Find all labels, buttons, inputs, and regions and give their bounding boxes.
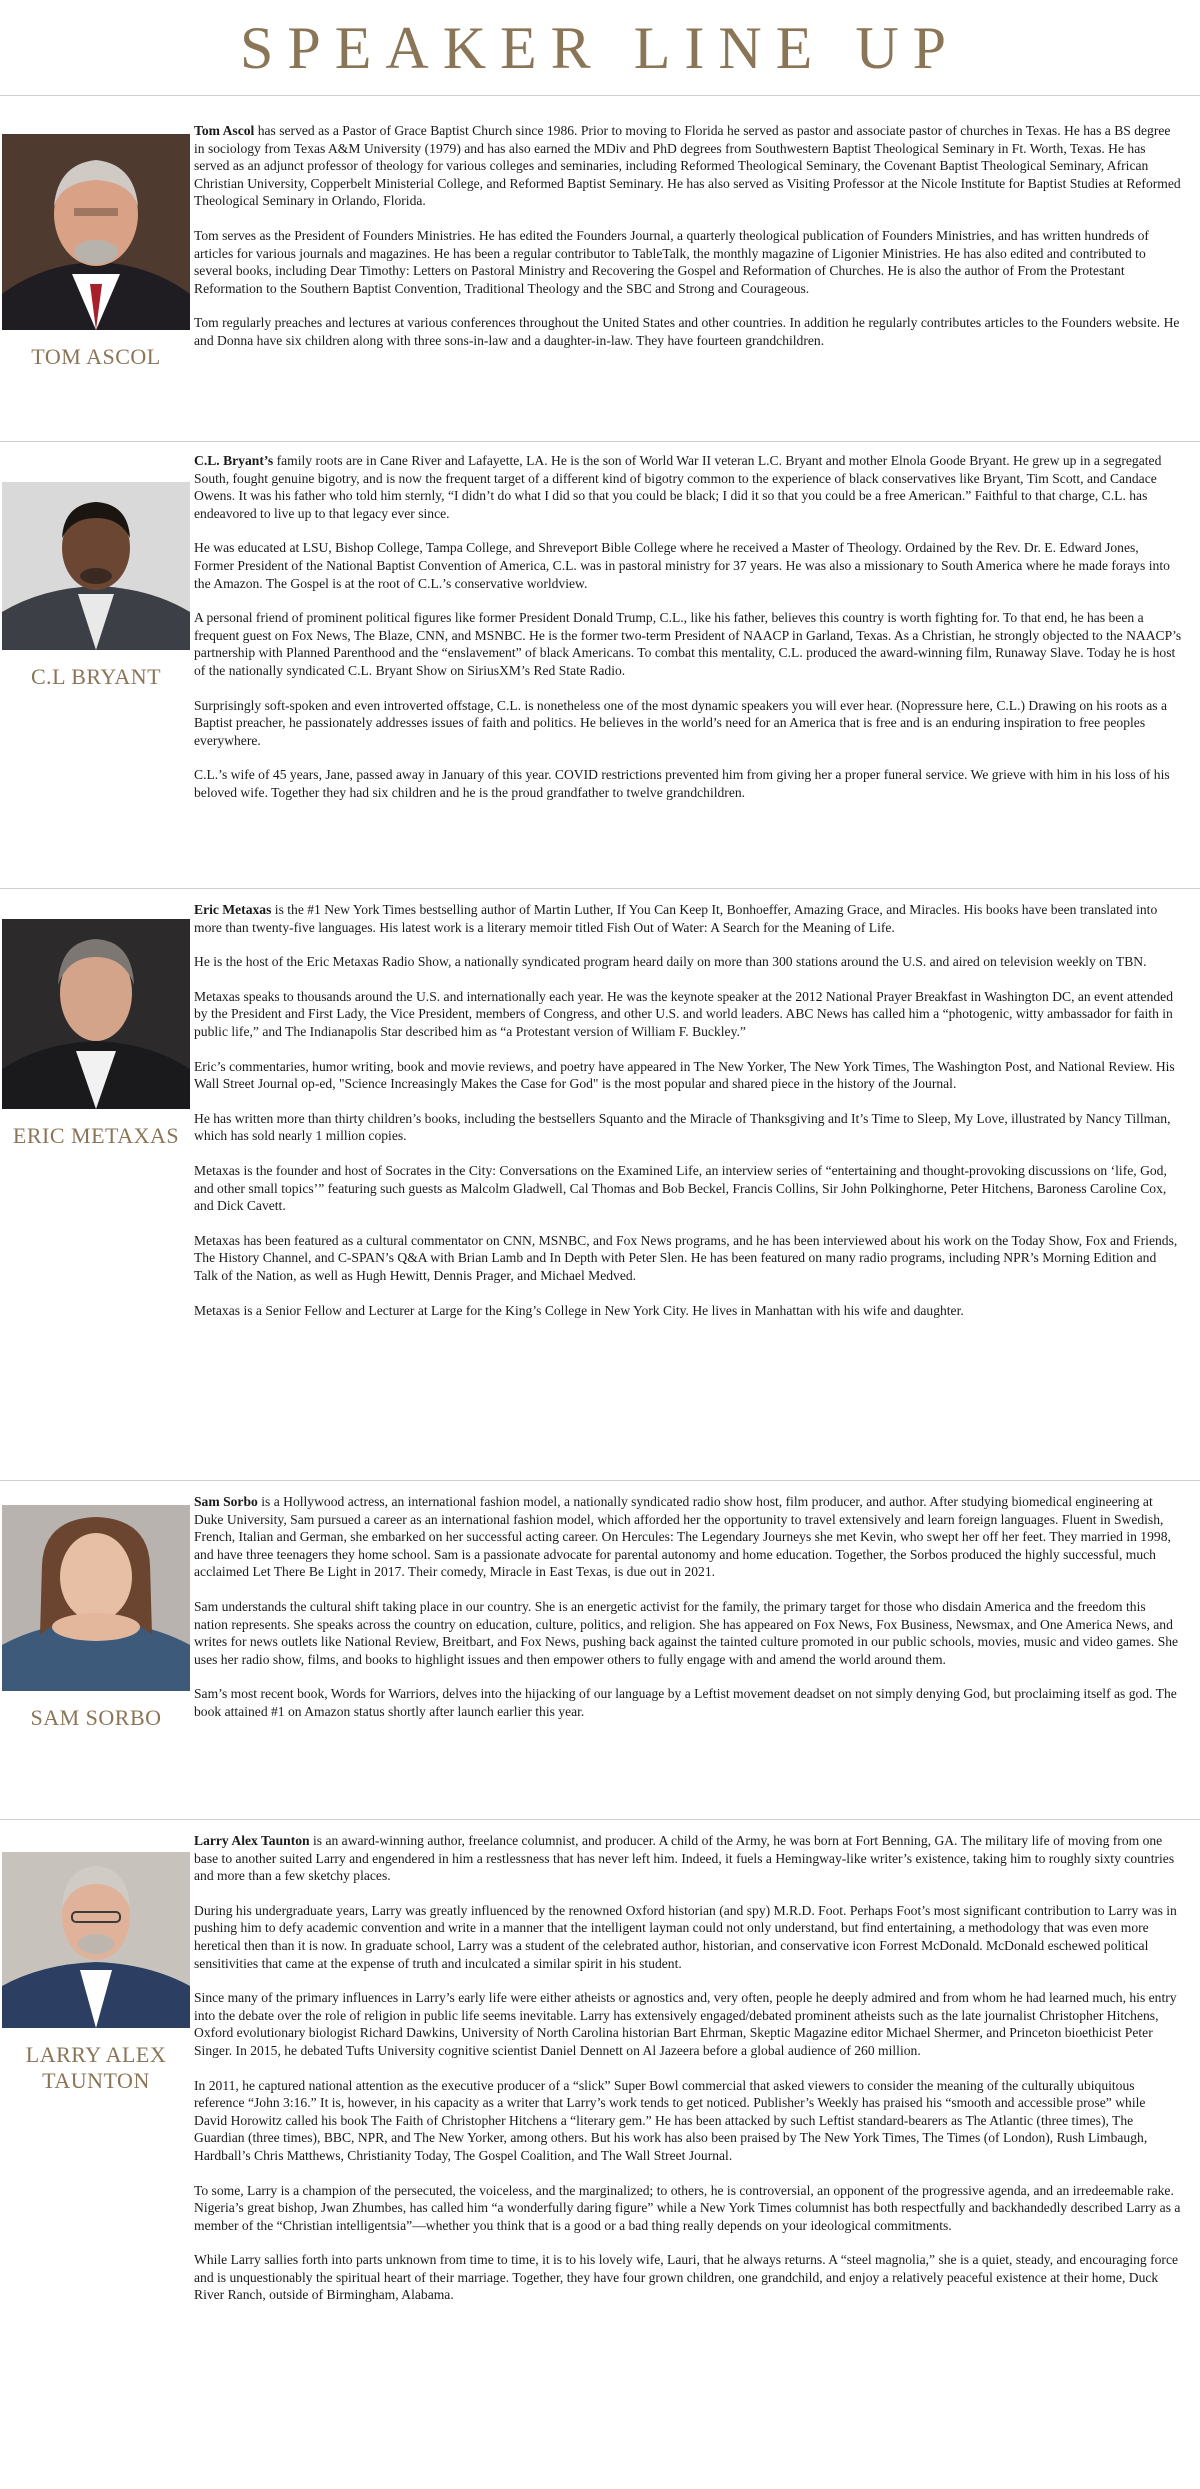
page-header <box>0 0 1200 96</box>
page-title: SPEAKER LINE UP <box>239 14 961 81</box>
portrait-sam-sorbo-icon <box>2 1505 190 1691</box>
bio-paragraph: Tom Ascol has served as a Pastor of Grace Baptist Church since 1986. Prior to moving to Florida he served as pastor and associate pastor of churches in Texas. He has a BS degree in sociology from Texas A&M University (1979) and has also earned the MDiv and PhD degrees from Southwestern Baptist Theological Seminary in Ft. Worth, Texas. He has served as an adjunct professor of theology for various colleges and seminaries, including Reformed Theological Seminary, the Covenant Baptist Theological Seminary, African Christian University, Copperbelt Ministerial College, and Reformed Baptist Seminary. He has also served as Visiting Professor at the Nicole Institute for Baptist Studies at Reformed Theological Seminary in Orlando, Florida. <box>194 123 1181 209</box>
portrait-cl-bryant-icon <box>2 482 190 650</box>
speaker-section-larry-alex-taunton <box>0 1820 1200 2420</box>
speaker-section-sam-sorbo <box>0 1481 1200 1820</box>
speaker-section-eric-metaxas <box>0 889 1200 1481</box>
speaker-bio <box>192 1493 1200 1801</box>
bio-paragraph: C.L. Bryant’s family roots are in Cane River and Lafayette, LA. He is the son of World War II veteran L.C. Bryant and mother Elnola Goode Bryant. He grew up in a segregated South, fought genuine bigotry, and is now the frequent target of a different kind of bigotry common to the experience of black conservatives like Bryant, Tim Scott, and Candace Owens. It was his father who told him sternly, “I didn’t do what I did so that you could be black; I did it so that you could be a free American.” Faithful to that charge, C.L. has endeavored to live up to that legacy ever since. <box>194 453 1162 521</box>
speaker-lead-name: Tom Ascol <box>194 123 255 138</box>
bio-paragraph: He has written more than thirty children’s books, including the bestsellers Squanto and the Miracle of Thanksgiving and It’s Time to Sleep, My Love, illustrated by Nancy Tillman, which has sold nearly 1 million copies. <box>194 1110 1171 1144</box>
speaker-bio <box>192 1832 1200 2402</box>
bio-paragraph: During his undergraduate years, Larry was greatly influenced by the renowned Oxford historian (and spy) M.R.D. Foot. Perhaps Foot’s most significant contribution to Larry was in pushing him to defy academic convention and write in a manner that the intelligent layman could not only understand, but find entertaining, a methodology that was even more heretical then than it is now. In graduate school, Larry was a student of the celebrated author, historian, and conservative icon Forrest McDonald. McDonald eschewed political sensitivities that came at the expense of truth and inculcated a similar spirit in his student. <box>194 1902 1177 1971</box>
bio-paragraph: Metaxas has been featured as a cultural commentator on CNN, MSNBC, and Fox News programs, and he has been interviewed about his work on the Today Show, Fox and Friends, The History Channel, and C-SPAN’s Q&A with Brian Lamb and In Depth with Peter Slen. He has been featured on many radio programs, including NPR’s Morning Edition and Talk of the Nation, as well as Hugh Hewitt, Dennis Prager, and Michael Medved. <box>194 1232 1178 1283</box>
bio-paragraph: In 2011, he captured national attention as the executive producer of a “slick” Super Bowl commercial that asked viewers to consider the meaning of the culturally ubiquitous reference “John 3:16.” It is, however, in his capacity as a writer that Larry’s work tends to get noticed. Publisher’s Weekly has praised his “smooth and accessible prose” while David Horowitz called his book The Faith of Christopher Hitchens a “literary gem.” He has been attacked by such Leftist standard-bearers as The Atlantic (three times), The Guardian (three times), BBC, NPR, and The New Yorker, among others. But his work has also been praised by The New York Times, The Times (of London), Rush Limbaugh, Hardball’s Chris Matthews, Christianity Today, The Gospel Coalition, and The Wall Street Journal. <box>194 2077 1148 2163</box>
bio-paragraph: A personal friend of prominent political figures like former President Donald Trump, C.L., like his father, believes this country is worth fighting for. To that end, he has been a frequent guest on Fox News, The Blaze, CNN, and MSNBC. He is the former two-term President of NAACP in Garland, Texas. As a Christian, he strongly objected to the NAACP’s partnership with Planned Parenthood and the “enslavement” of black Americans. To combat this mentality, C.L. produced the award-winning film, Runaway Slave. Today he is host of the nationally syndicated C.L. Bryant Show on SiriusXM’s Red State Radio. <box>194 610 1182 678</box>
speaker-name: TOM ASCOL <box>31 344 161 369</box>
portrait-larry-alex-taunton-icon <box>2 1852 190 2028</box>
bio-paragraph: Eric’s commentaries, humor writing, book and movie reviews, and poetry have appeared in The New Yorker, The New York Times, The Washington Post, and National Review. His Wall Street Journal op-ed, "Science Increasingly Makes the Case for God" is the most popular and shared piece in the history of the Journal. <box>194 1058 1175 1092</box>
speaker-bio <box>192 901 1200 1462</box>
bio-paragraph: Sam understands the cultural shift taking place in our country. She is an energetic activist for the family, the primary target for those who disdain America and the freedom this nation represents. She speaks across the country on education, culture, politics, and religion. She has appeared on Fox News, Fox Business, Newsmax, and One America News, and writes for news outlets like National Review, Breitbart, and Fox News, pushing back against the tainted culture promoted in our public schools, movies, music and video games. She uses her radio show, films, and books to highlight issues and then empower others to fully engage with and amend the world around them. <box>194 1598 1179 1667</box>
speaker-name: ERIC METAXAS <box>12 1123 180 1148</box>
bio-paragraph: Since many of the primary influences in Larry’s early life were either atheists or agnostics and, very often, people he deeply admired and from whom he had learned much, his entry into the debate over the role of religion in public life seems inevitable. Larry has extensively engaged/debated prominent atheists such as the late journalist Christopher Hitchens, Oxford evolutionary biologist Richard Dawkins, University of North Carolina historian Bart Ehrman, Skeptic Magazine editor Michael Shermer, and Princeton bioethicist Peter Singer. In 2015, he debated Tufts University cognitive scientist Daniel Dennett on Al Jazeera before a global audience of 260 million. <box>194 1990 1177 2058</box>
speaker-bio <box>192 122 1200 423</box>
bio-paragraph: He is the host of the Eric Metaxas Radio Show, a nationally syndicated program heard daily on more than 300 stations around the U.S. and aired on television weekly on TBN. <box>194 954 1147 970</box>
speaker-section-tom-ascol <box>0 96 1200 442</box>
speaker-lead-name: Larry Alex Taunton <box>194 1833 310 1848</box>
portrait-eric-metaxas-icon <box>2 919 190 1109</box>
bio-paragraph: Larry Alex Taunton is an award-winning author, freelance columnist, and producer. A child of the Army, he was born at Fort Benning, GA. The military life of moving from one base to another suited Larry and engendered in him a restlessness that has never left him. Indeed, it fuels a Hemingway-like writer’s existence, taking him to roughly sixty countries and more than a few sketchy places. <box>194 1833 1175 1884</box>
bio-paragraph: Metaxas is a Senior Fellow and Lecturer at Large for the King’s College in New York City. He lives in Manhattan with his wife and daughter. <box>194 1302 964 1318</box>
speaker-lead-name: Eric Metaxas <box>194 902 272 917</box>
speaker-name: C.L BRYANT <box>30 664 162 689</box>
bio-paragraph: Metaxas speaks to thousands around the U.S. and internationally each year. He was the keynote speaker at the 2012 National Prayer Breakfast in Washington DC, an event attended by the President and First Lady, the Vice President, members of Congress, and other U.S. and world leaders. ABC News has called him a “photogenic, witty ambassador for faith in public life,” and The Indianapolis Star described him as “a Protestant version of William F. Buckley.” <box>194 988 1174 1039</box>
bio-paragraph: He was educated at LSU, Bishop College, Tampa College, and Shreveport Bible College where he received a Master of Theology. Ordained by the Rev. Dr. E. Edward Jones, Former President of the National Baptist Convention of America, C.L. was in pastoral ministry for 37 years. He was also a missionary to South America where he made forays into the Amazon. The Gospel is at the root of C.L.’s conservative worldview. <box>194 540 1170 591</box>
speaker-lead-name: Sam Sorbo <box>194 1494 258 1509</box>
bio-paragraph: Sam Sorbo is a Hollywood actress, an international fashion model, a nationally syndicated radio show host, film producer, and author. After studying biomedical engineering at Duke University, Sam pursued a career as an international fashion model, which afforded her the opportunity to travel extensively and learn foreign languages. Fluent in Swedish, French, Italian and German, she embarked on her successful acting career. On Hercules: The Legendary Journeys she met Kevin, who swept her off her feet. They married in 1998, and have three teenagers they home school. Sam is a passionate advocate for parental autonomy and home education. Together, the Sorbos produced the highly successful, much acclaimed Let There Be Light in 2017. Their comedy, Miracle in East Texas, is due out in 2021. <box>194 1494 1171 1580</box>
bio-paragraph: While Larry sallies forth into parts unknown from time to time, it is to his lovely wife, Lauri, that he always returns. A “steel magnolia,” she is a quiet, steady, and encouraging force and is unquestionably the spiritual heart of their marriage. Together, they have four grown children, one grandchild, and enjoy a relatively peaceful existence at their home, Duck River Ranch, outside of Birmingham, Alabama. <box>194 2252 1179 2303</box>
bio-paragraph: Sam’s most recent book, Words for Warriors, delves into the hijacking of our language by a Leftist movement deadset on not simply denying God, but proclaiming itself as god. The book attained #1 on Amazon status shortly after launch earlier this year. <box>194 1686 1177 1719</box>
speaker-name: LARRY ALEX TAUNTON <box>25 2042 167 2094</box>
speaker-lead-name: C.L. Bryant’s <box>194 453 274 468</box>
bio-paragraph: Eric Metaxas is the #1 New York Times bestselling author of Martin Luther, If You Can Keep It, Bonhoeffer, Amazing Grace, and Miracles. His books have been translated into more than twenty-five languages. His latest work is a literary memoir titled Fish Out of Water: A Search for the Meaning of Life. <box>194 902 1158 935</box>
bio-paragraph: Surprisingly soft-spoken and even introverted offstage, C.L. is nonetheless one of the most dynamic speakers you will ever hear. (Nopressure here, C.L.) Drawing on his roots as a Baptist preacher, he passionately addresses issues of faith and politics. He believes in the world’s need for an America that is free and is an enduring inspiration to free peoples everywhere. <box>194 697 1167 748</box>
bio-paragraph: To some, Larry is a champion of the persecuted, the voiceless, and the marginalized; to others, he is controversial, an opponent of the progressive agenda, and an irredeemable rake. Nigeria’s great bishop, Jwan Zhumbes, has called him “a wonderfully daring figure” while a New York Times columnist has both respectfully and backhandedly described Larry as a member of the “Christian intelligentsia”—whether you think that is a good or a bad thing really depends on your ideological commitments. <box>194 2182 1181 2233</box>
speaker-section-cl-bryant <box>0 442 1200 889</box>
bio-paragraph: C.L.’s wife of 45 years, Jane, passed away in January of this year. COVID restrictions prevented him from giving her a proper funeral service. We grieve with him in his loss of his beloved wife. Together they had six children and he is the proud grandfather to twelve grandchildren. <box>194 767 1170 800</box>
portrait-tom-ascol-icon <box>2 134 190 330</box>
speaker-bio <box>192 452 1200 870</box>
bio-paragraph: Tom regularly preaches and lectures at various conferences throughout the United States and other countries. In addition he regularly contributes articles to the Founders website. He and Donna have six children along with three sons-in-law and a daughter-in-law. They have fourteen grandchildren. <box>194 315 1180 348</box>
speaker-name: SAM SORBO <box>30 1705 162 1730</box>
bio-paragraph: Metaxas is the founder and host of Socrates in the City: Conversations on the Examined Life, an interview series of “entertaining and thought-provoking discussions on ‘life, God, and other small topics’” featuring such guests as Malcolm Gladwell, Cal Thomas and Bob Beckel, Francis Collins, Sir John Polkinghorne, Peter Hitchens, Baroness Caroline Cox, and Dick Cavett. <box>194 1162 1167 1214</box>
bio-paragraph: Tom serves as the President of Founders Ministries. He has edited the Founders Journal, a quarterly theological publication of Founders Ministries, and has written hundreds of articles for various journals and magazines. He has been a regular contributor to TableTalk, the monthly magazine of Ligonier Ministries. He has also edited and contributed to several books, including Dear Timothy: Letters on Pastoral Ministry and Recovering the Gospel and Reformation of Churches. He is also the author of From the Protestant Reformation to the Southern Baptist Convention, Traditional Theology and the SBC and Strong and Courageous. <box>194 227 1149 296</box>
